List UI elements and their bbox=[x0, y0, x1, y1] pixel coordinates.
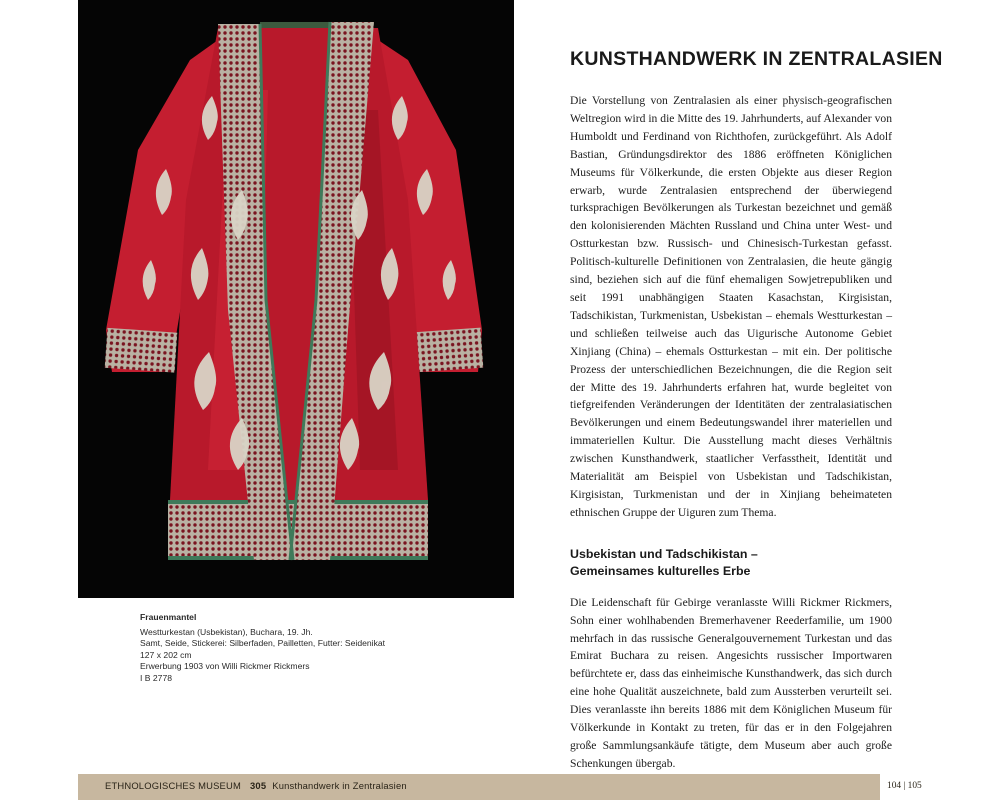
caption-acquisition: Erwerbung 1903 von Willi Rickmer Rickmers bbox=[140, 661, 310, 672]
footer-section: Kunsthandwerk in Zentralasien bbox=[272, 780, 407, 791]
subheading-line-1: Usbekistan und Tadschikistan – bbox=[570, 546, 758, 561]
footer-spread-pages-box bbox=[880, 774, 952, 800]
article-subheading bbox=[570, 546, 892, 580]
article-heading: KUNSTHANDWERK IN ZENTRALASIEN bbox=[570, 48, 943, 70]
caption-title: Frauenmantel bbox=[140, 612, 197, 622]
coat-illustration bbox=[78, 0, 514, 598]
caption-inventory-number: I B 2778 bbox=[140, 672, 173, 683]
subheading-line-2: Gemeinsames kulturelles Erbe bbox=[570, 563, 751, 578]
article bbox=[570, 48, 943, 773]
footer-page-number: 305 bbox=[250, 780, 267, 791]
article-paragraph-rickmers: Die Leidenschaft für Gebirge veranlasste Willi Rickmer Rickmers, Sohn einer wohlhabenden Bremerhavener Reederfamilie, um 1900 mehrfach in das russische Generalgouvernement Turkestan und das Emirat Buchara zu reisen. Angesichts russischer Importwaren befürchtete er, dass das einheimische Kunsthandwerk, das sich durch eine hohe Qualität auszeichnete, bald zum Aussterben verurteilt sei. Dies veranlasste ihn bereits 1886 mit dem Königlichen Museum für Völkerkunde in Kontakt zu treten, für das er in den Folgejahren große Sammlungsankäufe tätigte, dem Museum aber auch große Schenkungen übergab. bbox=[570, 595, 892, 770]
caption-origin: Westturkestan (Usbekistan), Buchara, 19. Jh. bbox=[140, 626, 313, 637]
caption-dimensions: 127 x 202 cm bbox=[140, 649, 192, 660]
caption-materials: Samt, Seide, Stickerei: Silberfaden, Pailletten, Futter: Seidenikat bbox=[140, 638, 386, 649]
coat-photograph bbox=[78, 0, 514, 598]
footer-running-head bbox=[105, 780, 407, 791]
footer-publisher: ETHNOLOGISCHES MUSEUM bbox=[105, 780, 241, 791]
footer-spread-pages: 104 | 105 bbox=[887, 781, 922, 791]
photo-caption bbox=[140, 612, 460, 685]
page-footer bbox=[78, 774, 952, 800]
article-paragraph-intro: Die Vorstellung von Zentralasien als einer physisch-geografischen Weltregion wird in die Mitte des 19. Jahrhunderts, auf Alexander von Humboldt und Ferdinand von Richthofen, zurückgeführt. Als Adolf Bastian, Gründungsdirektor des 1886 eröffneten Königlichen Museums für Völkerkunde, die ersten Objekte aus dieser Region erwarb, wurde Zentralasien entsprechend der überwiegend turksprachigen Bevölkerungen als Turkestan bezeichnet und gemäß den kolonisierenden Mächten Russland und China unter West- und Ostturkestan bzw. Russisch- und Chinesisch-Turkestan gefasst. Politisch-kulturelle Definitionen von Zentralasien, die heute gängig sind, beziehen sich auf die fünf ehemaligen Sowjetrepubliken und seit 1991 unabhängigen Staaten Kasachstan, Kirgisistan, Tadschikistan, Turkmenistan, Usbekistan – ehemals Westturkestan – und schließen teilweise auch das Uigurische Autonome Gebiet Xinjiang (China) – ehemals Ostturkestan – mit ein. Der politische Prozess der unterschiedlichen Bezeichnungen, die die Region seit der Mitte des 19. Jahrhunderts erfahren hat, wurde begleitet von tiefgreifenden Veränderungen der Identitäten der zentralasiatischen Bevölkerungen und einem Bedeutungswandel ihrer materiellen und immateriellen Kultur. Die Ausstellung macht dieses Verhältnis zwischen Kunsthandwerk, staatlicher Verfasstheit, Identität und Materialität am Beispiel von Usbekistan und Tadschikistan, Kirgisistan, Turkmenistan und der in Xinjiang beheimateten ethnischen Gruppe der Uiguren zum Thema. bbox=[570, 94, 892, 519]
